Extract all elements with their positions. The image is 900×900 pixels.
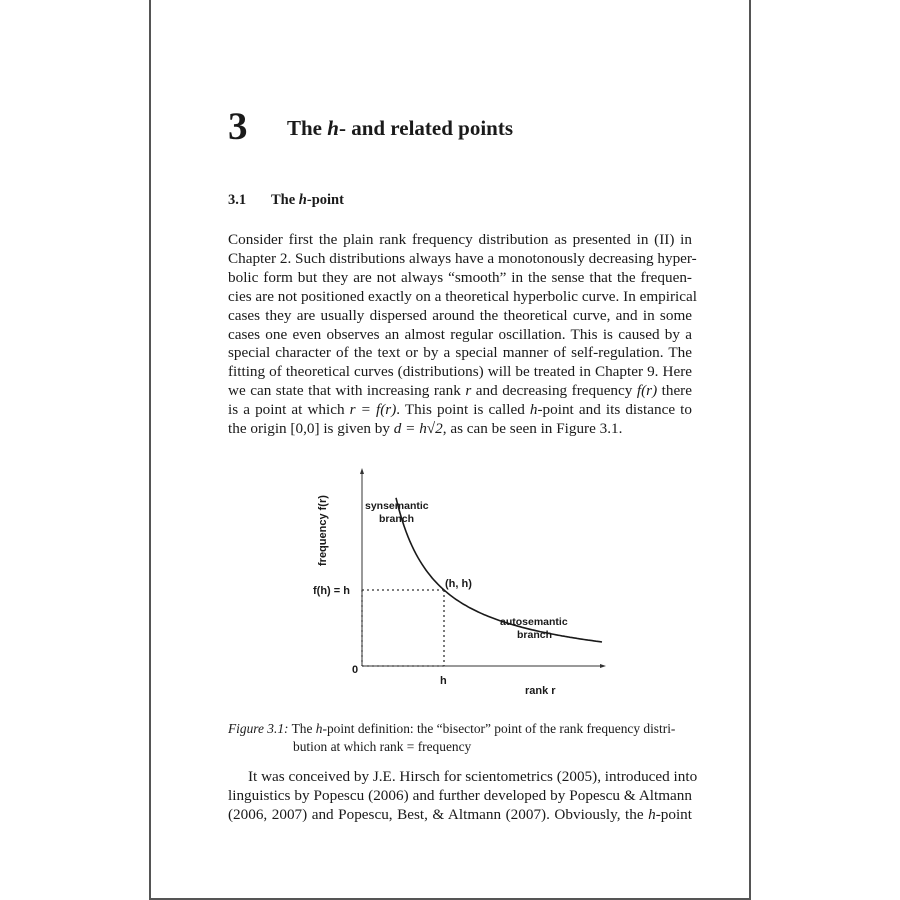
math-expression: r = f(r) — [349, 401, 397, 419]
paragraph-history — [228, 768, 698, 825]
text-run: and decreasing frequency — [471, 382, 637, 400]
paragraph-intro — [228, 231, 697, 439]
figure-caption — [228, 720, 692, 755]
text-line: cies are not positioned exactly on a theoretical hyperbolic curve. In empirical — [228, 287, 697, 305]
text-line — [228, 382, 692, 401]
text-line: cases they are usually dispersed around the theoretical curve, and in some — [228, 306, 692, 324]
text-line: fitting of theoretical curves (distributions) will be treated in Chapter 9. Here — [228, 363, 692, 381]
text-run: -point and its distance to — [537, 401, 693, 419]
y-axis-arrow-icon — [360, 468, 364, 474]
x-axis-arrow-icon — [600, 664, 606, 668]
text-line: linguistics by Popescu (2006) and further developed by Popescu & Altmann — [228, 786, 692, 804]
text-line — [228, 401, 692, 420]
math-expression: f(r) — [636, 382, 658, 400]
text-run: we can state that with increasing rank — [228, 382, 466, 400]
point-label: (h, h) — [445, 578, 472, 590]
text-line: cases one even observes an almost regular oscillation. This is caused by a — [228, 325, 692, 343]
section-number: 3.1 — [228, 192, 247, 208]
text-run: . This point is called — [396, 401, 530, 419]
chapter-title-italic: h — [327, 116, 339, 140]
chapter-number: 3 — [228, 105, 248, 148]
rank-frequency-curve — [396, 498, 602, 642]
math-expression: d = h√2 — [393, 420, 443, 438]
y-axis-label: frequency f(r) — [317, 495, 329, 566]
caption-text: The — [288, 721, 316, 736]
autosemantic-branch-label: branch — [517, 629, 553, 641]
text-line: special character of the text or by a special manner of self-regulation. The — [228, 344, 692, 362]
caption-line — [228, 720, 692, 738]
math-variable: r — [465, 382, 472, 400]
math-variable: h — [648, 805, 656, 823]
text-run: there — [657, 382, 692, 400]
fh-label: f(h) = h — [313, 585, 350, 597]
section-title-part: The — [271, 192, 299, 208]
chapter-title — [287, 116, 513, 141]
text-run: the origin [0,0] is given by — [228, 420, 394, 438]
synsemantic-branch-label: branch — [379, 513, 415, 525]
caption-line: bution at which rank = frequency — [293, 738, 472, 754]
chapter-title-part: The — [287, 116, 328, 140]
caption-label: Figure 3.1: — [228, 721, 289, 736]
text-line: Consider first the plain rank frequency distribution as presented in (II) in — [228, 231, 692, 248]
caption-text: -point definition: the “bisector” point of the rank frequency distri- — [322, 721, 676, 736]
text-run: , as can be seen in Figure 3.1. — [442, 420, 623, 438]
synsemantic-label: synsemantic — [365, 500, 429, 512]
origin-label: 0 — [352, 664, 359, 676]
section-title-italic: h — [298, 192, 307, 208]
section-title — [271, 192, 344, 209]
text-run: (2006, 2007) and Popescu, Best, & Altmann (2007). Obviously, the — [228, 805, 649, 823]
text-line: Chapter 2. Such distributions always have a monotonously decreasing hyper- — [228, 249, 697, 267]
text-line: It was conceived by J.E. Hirsch for scientometrics (2005), introduced into — [248, 768, 698, 785]
math-variable: h — [529, 401, 538, 419]
text-line: bolic form but they are not always “smooth” in the sense that the frequen- — [228, 268, 692, 286]
section-title-part: -point — [306, 192, 344, 208]
chapter-title-part: - and related points — [338, 116, 514, 140]
text-run: is a point at which — [228, 401, 350, 419]
text-line — [228, 420, 692, 439]
h-point-figure — [300, 460, 620, 710]
text-line — [228, 806, 692, 825]
text-run: -point — [655, 805, 692, 823]
caption-italic: h — [315, 721, 323, 736]
h-tick-label: h — [440, 675, 447, 687]
x-axis-label: rank r — [525, 685, 556, 697]
autosemantic-label: autosemantic — [500, 616, 568, 628]
